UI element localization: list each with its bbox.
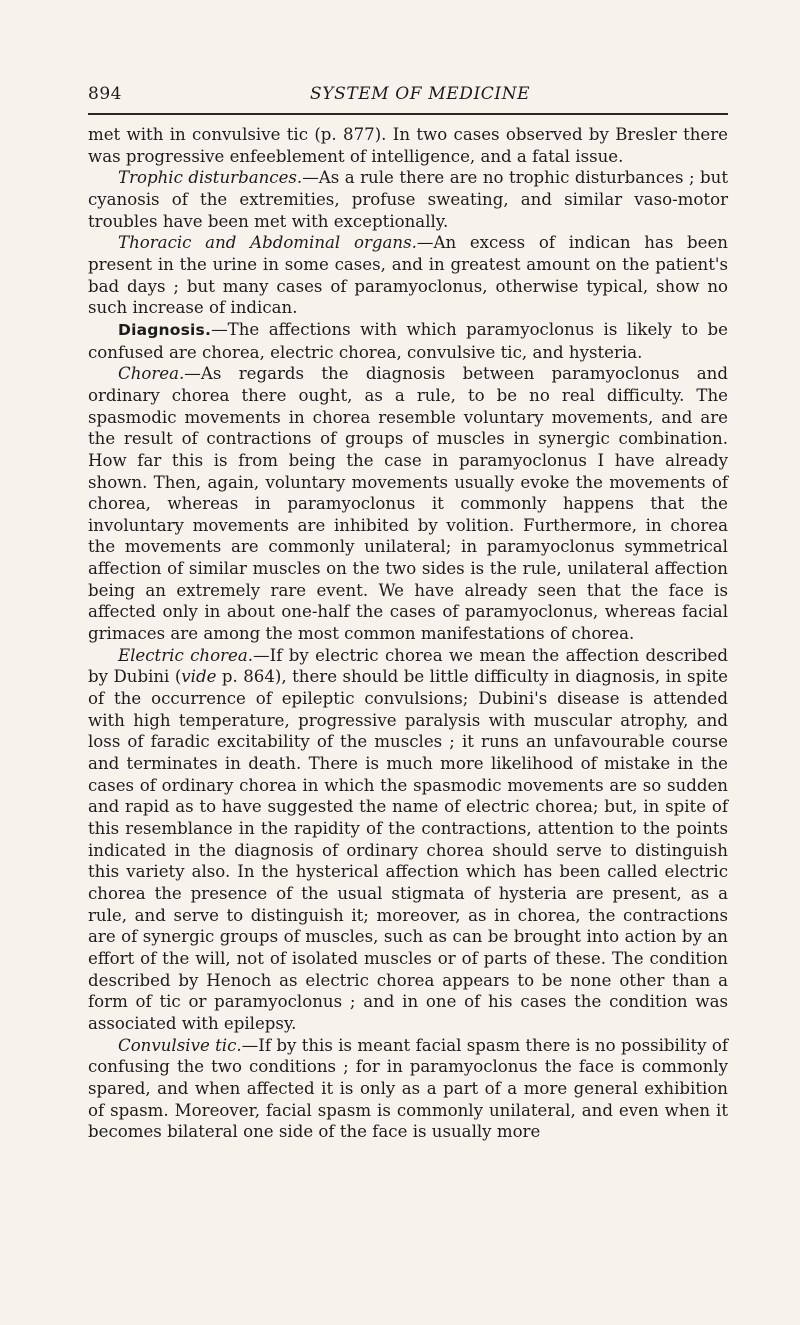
paragraph-heading: Trophic disturbances.	[118, 168, 303, 188]
section-heading: Diagnosis.	[118, 320, 212, 339]
header-rule	[88, 113, 728, 115]
paragraph-continuation	[88, 124, 728, 167]
paragraph-text: —If by this is meant facial spasm there is no possibility of confusing the two conditions ; for in paramyoclonus the face is commonly spared, and when affected it is only as a part of a more general exhibition of spasm. Moreover, facial spasm is commonly unilateral, and even when it becomes bilateral one side of the face is usually more	[88, 1035, 729, 1142]
running-head: SYSTEM OF MEDICINE	[310, 84, 531, 104]
paragraph-electric-chorea	[88, 645, 728, 1035]
paragraph-text: —If by electric chorea we mean the affection described by Dubini (	[88, 645, 728, 687]
page-number: 894	[88, 84, 122, 104]
paragraph-heading: Chorea.	[118, 364, 185, 384]
paragraph-heading: Thoracic and Abdominal organs.	[118, 233, 417, 253]
paragraph-text: —The affections with which paramyoclonus is likely to be confused are chorea, electric chorea, convulsive tic, and hysteria.	[88, 319, 728, 362]
paragraph-diagnosis	[88, 319, 728, 363]
paragraph-heading: Electric chorea.	[118, 645, 254, 665]
paragraph-text: —An excess of indican has been present in the urine in some cases, and in greatest amount on the patient's bad days ; but many cases of paramyoclonus, otherwise typical, show no such increase of indican.	[88, 233, 728, 318]
paragraph-text: p. 864), there should be little difficulty in diagnosis, in spite of the occurrence of epileptic convulsions; Dubini's disease is attended with high temperature, progressive paralysis with muscular atrophy, and loss of faradic excitability of the muscles ; it runs an unfavourable course and terminates in death. There is much more likelihood of mistake in the cases of ordinary chorea in which the spasmodic movements are so sudden and rapid as to have suggested the name of electric chorea; but, in spite of this resemblance in the rapidity of the contractions, attention to the points indicated in the diagnosis of ordinary chorea should serve to distinguish this variety also. In the hysterical affection which has been called electric chorea the presence of the usual stigmata of hysteria are present, as a rule, and serve to distinguish it; moreover, as in chorea, the contractions are of synergic groups of muscles, such as can be brought into action by an effort of the will, not of isolated muscles or of parts of these. The condition described by Henoch as electric chorea appears to be none other than a form of tic or paramyoclonus ; and in one of his cases the condition was associated with epilepsy.	[88, 667, 728, 1033]
paragraph-heading: Convulsive tic.	[118, 1035, 242, 1055]
paragraph-text: —As regards the diagnosis between paramyoclonus and ordinary chorea there ought, as a rule, to be no real difficulty. The spasmodic movements in chorea resemble voluntary movements, and are the result of contractions of groups of muscles in synergic combination. How far this is from being the case in paramyoclonus I have already shown. Then, again, voluntary movements usually evoke the movements of chorea, whereas in paramyoclonus it commonly happens that the involuntary movements are inhibited by volition. Furthermore, in chorea the movements are commonly unilateral; in paramyoclonus symmetrical affection of similar muscles on the two sides is the rule, unilateral affection being an extremely rare event. We have already seen that the face is affected only in about one-half the cases of paramyoclonus, whereas facial grimaces are among the most common manifestations of chorea.	[88, 364, 728, 644]
paragraph-text: —As a rule there are no trophic disturbances ; but cyanosis of the extremities, profuse sweating, and similar vaso-motor troubles have been met with exceptionally.	[88, 168, 728, 231]
paragraph-thoracic-abdominal	[88, 232, 728, 319]
paragraph-text: met with in convulsive tic (p. 877). In two cases observed by Bresler there was progressive enfeeblement of intelligence, and a fatal issue.	[88, 125, 728, 166]
body-text	[88, 124, 728, 1143]
vide-reference: vide	[181, 667, 217, 687]
paragraph-chorea	[88, 363, 728, 645]
page-header	[88, 84, 728, 114]
paragraph-convulsive-tic	[88, 1035, 728, 1143]
paragraph-trophic-disturbances	[88, 167, 728, 232]
